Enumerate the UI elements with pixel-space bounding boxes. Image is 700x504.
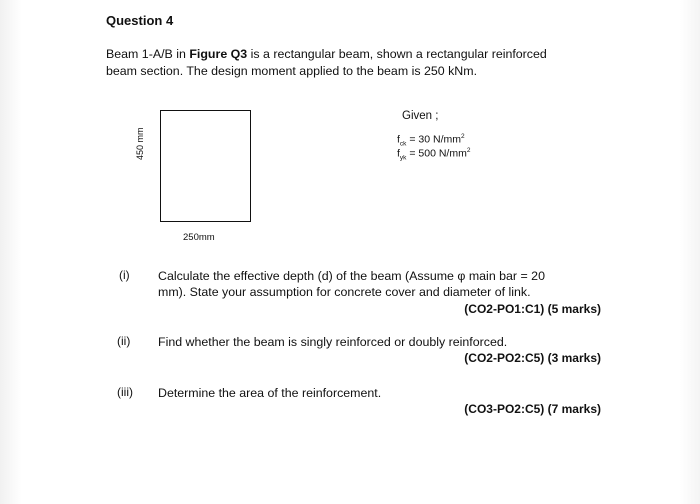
fck-exponent: 2: [460, 133, 465, 140]
part-marks: (CO2-PO2:C5) (3 marks): [464, 351, 601, 365]
beam-section-rectangle: [160, 110, 251, 222]
part-number: (i): [119, 268, 130, 282]
fck-value: = 30 N/mm: [406, 133, 461, 146]
fyk-exponent: 2: [466, 147, 471, 154]
figure-reference: Figure Q3: [189, 47, 248, 61]
part-marks: (CO2-PO1:C1) (5 marks): [464, 302, 601, 316]
intro-line-1: [106, 46, 547, 63]
fyk-subscript: yk: [399, 154, 407, 162]
fck-subscript: ck: [399, 140, 407, 148]
part-text-line: Calculate the effective depth (d) of the beam (Assume φ main bar = 20: [158, 269, 545, 283]
fyk-value: = 500 N/mm: [406, 147, 467, 160]
part-text: Find whether the beam is singly reinforced or doubly reinforced.: [158, 335, 508, 349]
part-text: Determine the area of the reinforcement.: [158, 386, 382, 400]
part-text: [158, 268, 545, 300]
given-heading: Given ;: [402, 110, 439, 122]
beam-width-label: 250mm: [183, 232, 215, 243]
fck-symbol: f: [397, 133, 400, 146]
given-fyk: [397, 147, 470, 162]
fyk-symbol: f: [397, 147, 400, 160]
part-marks: (CO3-PO2:C5) (7 marks): [464, 402, 601, 416]
question-intro: [106, 46, 547, 80]
part-text-line: mm). State your assumption for concrete cover and diameter of link.: [158, 285, 531, 299]
intro-line-2: beam section. The design moment applied to the beam is 250 kNm.: [106, 64, 478, 78]
given-fck: [397, 133, 465, 148]
intro-prefix: Beam 1-A/B in: [106, 47, 190, 61]
intro-suffix: is a rectangular beam, shown a rectangular reinforced: [247, 47, 547, 61]
question-title: Question 4: [106, 13, 174, 28]
beam-height-label: 450 mm: [135, 127, 145, 160]
part-number: (ii): [117, 334, 131, 348]
part-number: (iii): [117, 385, 133, 399]
